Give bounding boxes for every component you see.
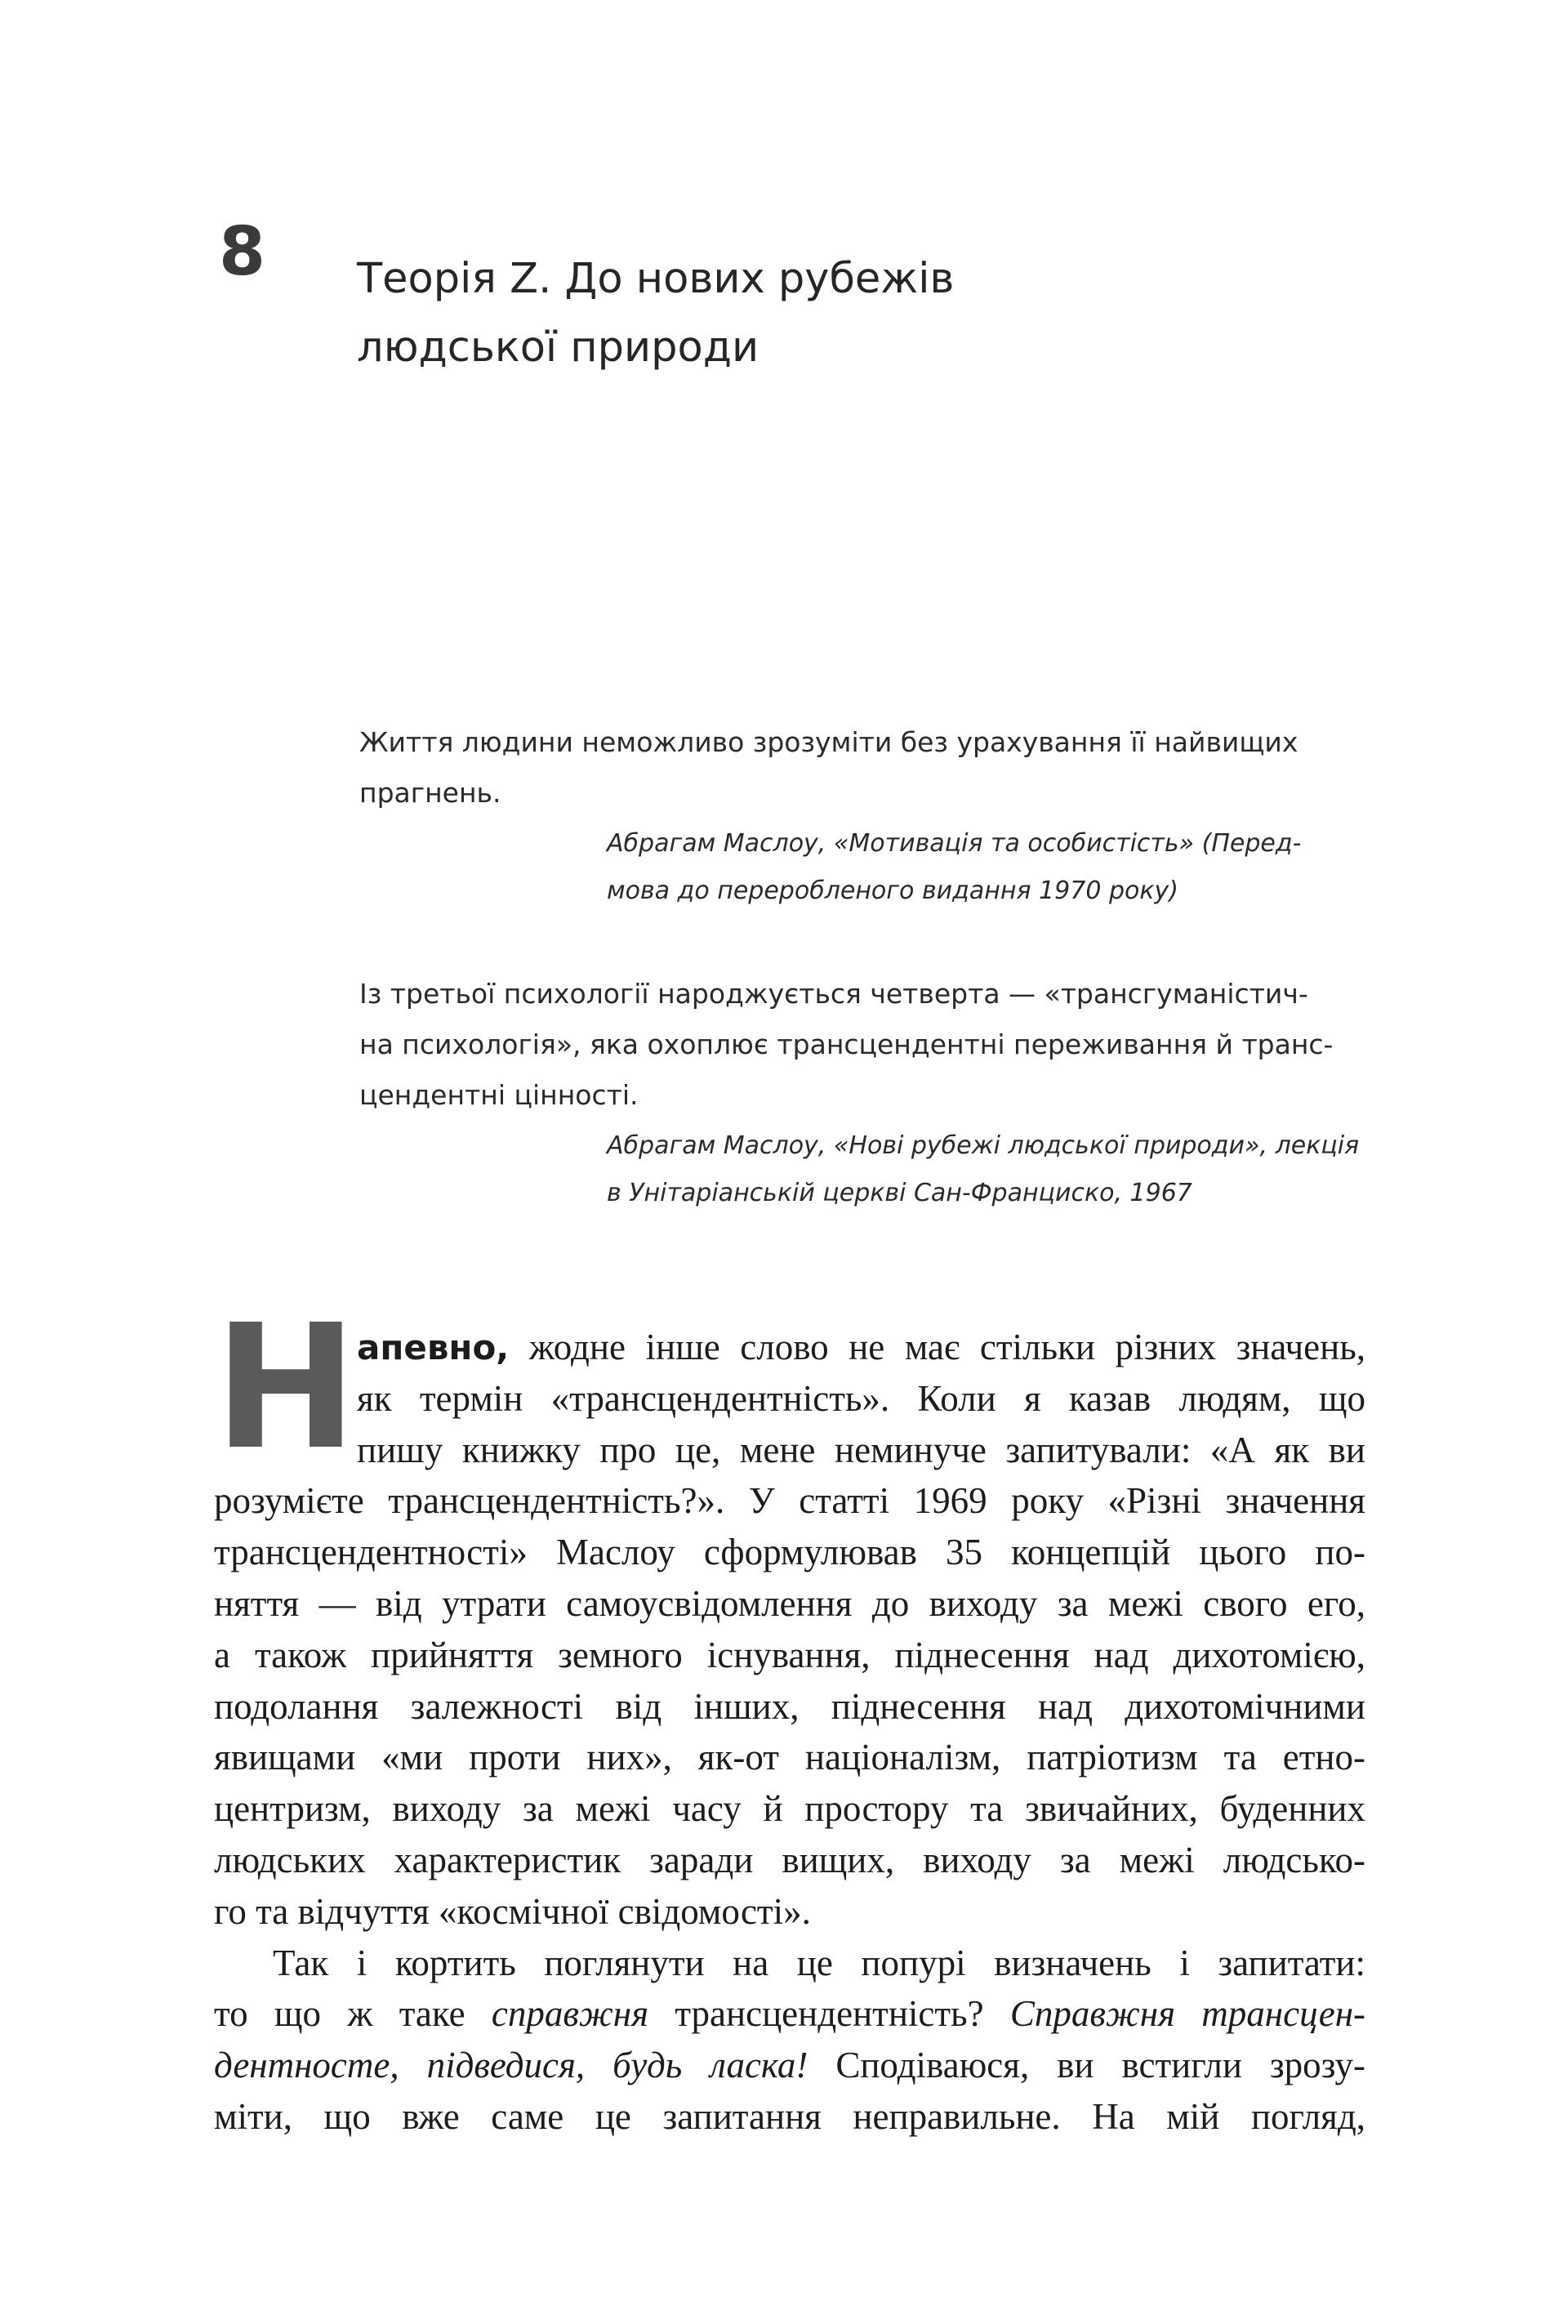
- chapter-title-line: Теорія Z. До нових рубежів: [357, 255, 955, 303]
- body-line: [357, 1322, 1365, 1373]
- drop-cap: Н: [214, 1287, 358, 1488]
- body-line-text: то що ж таке: [214, 1993, 492, 2035]
- body-line: няття — від утрати самоусвідомлення до виходу за межі свого его,: [214, 1582, 1365, 1624]
- body-line: подолання залежності від інших, піднесення над дихотомічними: [214, 1685, 1365, 1727]
- chapter-title: [357, 245, 1337, 382]
- epigraph-quote-line: Із третьої психології народжується четверта — «трансгуманістич-: [359, 978, 1308, 1010]
- epigraph-quote-line: прагнень.: [359, 777, 501, 809]
- body-line: [214, 2040, 1365, 2091]
- body-line: го та відчуття «космічної свідомості».: [214, 1890, 811, 1932]
- chapter-title-line: людської природи: [357, 323, 760, 372]
- epigraph-attribution-line: мова до переробленого видання 1970 року): [607, 877, 1178, 905]
- body-line: Так і кортить поглянути на це попурі визначень і запитати:: [273, 1942, 1365, 1983]
- epigraph: [359, 969, 1364, 1217]
- emphasis: дентносте, підведися, будь ласка!: [214, 2045, 808, 2086]
- epigraph-attribution-line: в Унітаріанській церкві Сан-Франциско, 1967: [607, 1179, 1192, 1207]
- emphasis: справжня: [491, 1993, 649, 2035]
- body-line: а також прийняття земного існування, піднесення над дихотомією,: [214, 1634, 1365, 1675]
- epigraph-attribution-line: Абрагам Маслоу, «Нові рубежі людської природи», лекція: [607, 1131, 1360, 1160]
- body-line: пишу книжку про це, мене неминуче запитували: «А як ви: [357, 1429, 1365, 1470]
- body-line: центризм, виходу за межі часу й простору та звичайних, буденних: [214, 1788, 1365, 1830]
- body-line: людських характеристик заради вищих, виходу за межі людсько-: [214, 1839, 1365, 1880]
- epigraph-attribution: [607, 1122, 1364, 1217]
- epigraph-attribution-line: Абрагам Маслоу, «Мотивація та особистість» (Перед-: [607, 829, 1302, 858]
- body-line: як термін «трансцендентність». Коли я казав людям, що: [357, 1377, 1365, 1419]
- emphasis: Справжня трансцен-: [1009, 1993, 1366, 2035]
- epigraph-quote-line: Життя людини неможливо зрозуміти без урахування її найвищих: [359, 726, 1298, 758]
- body-line: трансцендентності» Маслоу сформулював 35 концепцій цього по-: [214, 1532, 1365, 1573]
- body-text: [214, 1287, 1366, 2143]
- body-line: [214, 1988, 1365, 2040]
- body-line: міти, що вже саме це запитання неправильне. На мій погляд,: [214, 2095, 1365, 2137]
- body-line: розумієте трансцендентність?». У статті 1969 року «Різні значення: [214, 1480, 1365, 1522]
- epigraph-quote-line: на психологія», яка охоплює трансцендентні переживання й транс-: [359, 1028, 1334, 1060]
- body-line: явищами «ми проти них», як-от націоналізм, патріотизм та етно-: [214, 1737, 1365, 1778]
- chapter-number: 8: [219, 213, 266, 291]
- lead-word: апевно,: [357, 1327, 510, 1367]
- body-line-text: жодне інше слово не має стільки різних значень,: [509, 1327, 1365, 1367]
- epigraph-attribution: [607, 820, 1364, 915]
- epigraph-quote-line: цендентні цінності.: [359, 1079, 639, 1111]
- epigraph: [359, 717, 1364, 915]
- body-line-text: трансцендентність?: [648, 1993, 1010, 2035]
- body-line-text: Сподіваюся, ви встигли зрозу-: [808, 2045, 1366, 2086]
